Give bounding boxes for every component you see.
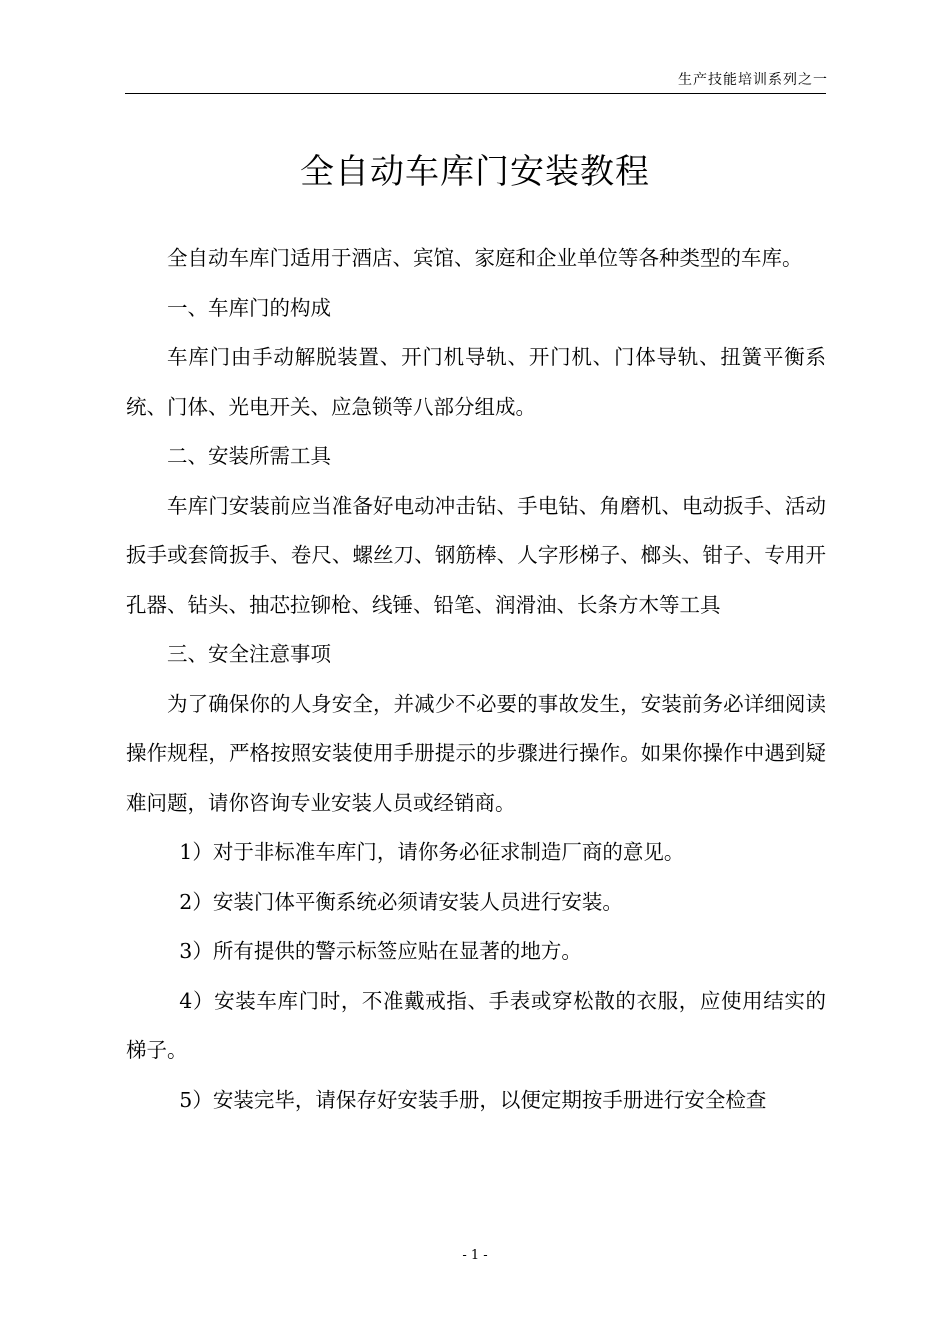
- safety-paragraph: 为了确保你的人身安全，并减少不必要的事故发生，安装前务必详细阅读操作规程，严格按照安装使用手册提示的步骤进行操作。如果你操作中遇到疑难问题，请你咨询专业安装人员或经销商。: [126, 691, 826, 815]
- document-title: 全自动车库门安装教程: [300, 152, 650, 192]
- safety-item-4: 4）安装车库门时，不准戴戒指、手表或穿松散的衣服，应使用结实的梯子。: [126, 988, 826, 1062]
- header-series-label: 生产技能培训系列之一: [678, 72, 828, 88]
- safety-item-5: 5）安装完毕，请保存好安装手册，以便定期按手册进行安全检查: [179, 1087, 767, 1112]
- section-heading-composition: 一、车库门的构成: [167, 295, 331, 320]
- document-body: [126, 234, 826, 1125]
- header-divider: [125, 93, 826, 94]
- composition-paragraph: 车库门由手动解脱装置、开门机导轨、开门机、门体导轨、扭簧平衡系统、门体、光电开关、应急锁等八部分组成。: [126, 345, 826, 419]
- page-number: - 1 -: [462, 1248, 488, 1263]
- section-heading-safety: 三、安全注意事项: [167, 642, 331, 666]
- safety-item-1: 1）对于非标准车库门，请你务必征求制造厂商的意见。: [179, 840, 685, 864]
- tools-paragraph: 车库门安装前应当准备好电动冲击钻、手电钻、角磨机、电动扳手、活动扳手或套筒扳手、卷尺、螺丝刀、钢筋棒、人字形梯子、榔头、钳子、专用开孔器、钻头、抽芯拉铆枪、线锤、铅笔、润滑油、长条方木等工具: [126, 493, 826, 617]
- safety-item-3: 3）所有提供的警示标签应贴在显著的地方。: [179, 939, 582, 963]
- intro-paragraph: 全自动车库门适用于酒店、宾馆、家庭和企业单位等各种类型的车库。: [167, 246, 803, 270]
- safety-item-2: 2）安装门体平衡系统必须请安装人员进行安装。: [179, 889, 623, 914]
- section-heading-tools: 二、安装所需工具: [167, 444, 331, 468]
